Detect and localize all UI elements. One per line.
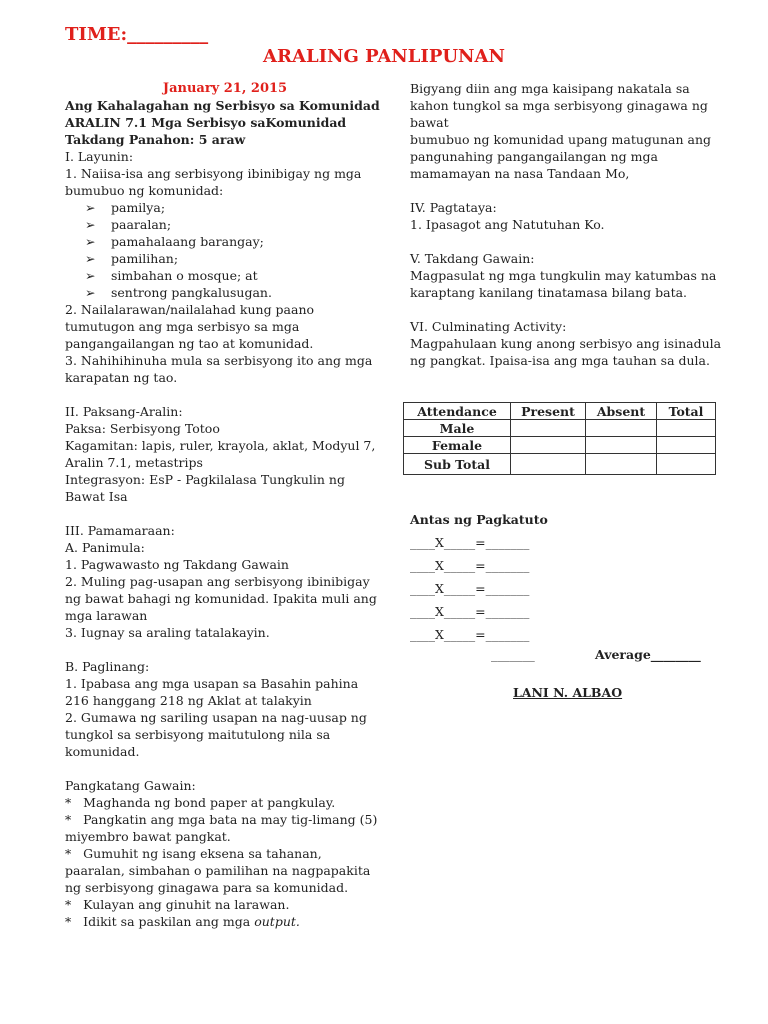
antas-line: ____X_____=_______ [410,627,530,642]
star-bullet-icon: * [65,846,72,861]
kagamitan-text: Kagamitan: lapis, ruler, krayola, aklat, Modyul 7, Aralin 7.1, metastrips [65,438,376,470]
table-cell[interactable] [586,454,657,475]
table-header: Absent [586,403,657,420]
integrasyon-text: Integrasyon: EsP - Pagkilalasa Tungkulin ng Bawat Isa [65,472,345,504]
table-cell[interactable] [586,437,657,454]
list-item: ➢ pamilihan; [85,251,179,266]
panimula-item: 2. Muling pag-usapan ang serbisyong ibinibigay ng bawat bahagi ng komunidad. Ipakita muli ang mga larawan [65,574,377,623]
emphasis-paragraph-cont: bumubuo ng komunidad upang matugunan ang pangunahing pangangailangan ng mga mamamayan na nasa Tandaan Mo, [410,132,712,181]
list-item: ➢ pamahalaang barangay; [85,234,264,249]
table-row-label: Female [404,437,511,454]
table-cell[interactable] [586,420,657,437]
star-bullet-icon: * [65,897,72,912]
community-list [65,199,385,301]
attendance-table-wrap [403,402,716,475]
time-label: TIME:_________ [65,24,209,45]
average-label: Average________ [595,647,701,662]
culminating-title: VI. Culminating Activity: [410,319,567,334]
average-blank: _______ [491,647,535,662]
pangkatang-list [65,794,385,930]
arrow-bullet-icon: ➢ [85,268,96,283]
table-row-label: Sub Total [404,454,511,475]
lesson-heading: Ang Kahalagahan ng Serbisyo sa Komunidad [65,98,380,113]
table-header: Present [511,403,586,420]
list-item: * Gumuhit ng isang eksena sa tahanan, paaralan, simbahan o pamilihan na nagpapakita ng serbisyong ginagawa para sa komunidad. [65,846,371,895]
list-item: ➢ paaralan; [85,217,172,232]
table-row [404,420,716,437]
arrow-bullet-icon: ➢ [85,234,96,249]
pagtataya-title: IV. Pagtataya: [410,200,497,215]
paksang-title: II. Paksang-Aralin: [65,404,183,419]
arrow-bullet-icon: ➢ [85,200,96,215]
table-header-row [404,403,716,420]
list-item: * Pangkatin ang mga bata na may tig-limang (5) miyembro bawat pangkat. [65,812,378,844]
lesson-number: ARALIN 7.1 Mga Serbisyo saKomunidad [65,115,347,130]
panimula-title: A. Panimula: [65,540,145,555]
culminating-text: Magpahulaan kung anong serbisyo ang isinadula ng pangkat. Ipaisa-isa ang mga tauhan sa dula. [410,336,722,368]
table-header: Attendance [404,403,511,420]
paksa-text: Paksa: Serbisyong Totoo [65,421,220,436]
output-word: output. [254,914,300,929]
star-bullet-icon: * [65,812,72,827]
table-cell[interactable] [511,420,586,437]
table-cell[interactable] [657,420,716,437]
layunin-item: 1. Naiisa-isa ang serbisyong ibinibigay ng mga bumubuo ng komunidad: [65,166,362,198]
list-item: * Kulayan ang ginuhit na larawan. [65,897,290,912]
star-bullet-icon: * [65,914,72,929]
antas-title: Antas ng Pagkatuto [410,512,548,527]
pangkatang-title: Pangkatang Gawain: [65,778,196,793]
list-item: * Maghanda ng bond paper at pangkulay. [65,795,336,810]
layunin-item: 3. Nahihihinuha mula sa serbisyong ito ang mga karapatan ng tao. [65,353,373,385]
antas-line: ____X_____=_______ [410,604,530,619]
panimula-item: 1. Pagwawasto ng Takdang Gawain [65,557,289,572]
table-cell[interactable] [511,454,586,475]
right-column [410,80,730,369]
panimula-item: 3. Iugnay sa araling tatalakayin. [65,625,270,640]
antas-section [410,508,548,646]
paglinang-title: B. Paglinang: [65,659,150,674]
table-row-label: Male [404,420,511,437]
paglinang-item: 2. Gumawa ng sariling usapan na nag-uusap ng tungkol sa serbisyong maitutulong nila sa komunidad. [65,710,367,759]
emphasis-paragraph: Bigyang diin ang mga kaisipang nakatala sa kahon tungkol sa mga serbisyong ginagawa ng bawat [410,81,708,130]
takdang-text: Magpasulat ng mga tungkulin may katumbas na karaptang kanilang tinatamasa bilang bata. [410,268,717,300]
table-cell[interactable] [657,437,716,454]
antas-line: ____X_____=_______ [410,581,530,596]
arrow-bullet-icon: ➢ [85,217,96,232]
pamamaraan-title: III. Pamamaraan: [65,523,175,538]
paglinang-item: 1. Ipabasa ang mga usapan sa Basahin pahina 216 hanggang 218 ng Aklat at talakyin [65,676,359,708]
table-row [404,437,716,454]
table-header: Total [657,403,716,420]
lesson-duration: Takdang Panahon: 5 araw [65,132,246,147]
teacher-signature: LANI N. ALBAO [513,685,623,700]
arrow-bullet-icon: ➢ [85,285,96,300]
layunin-item: 2. Nailalarawan/nailalahad kung paano tumutugon ang mga serbisyo sa mga pangangailangan ng tao at komunidad. [65,302,315,351]
left-column [65,80,385,930]
star-bullet-icon: * [65,795,72,810]
table-cell[interactable] [657,454,716,475]
table-cell[interactable] [511,437,586,454]
list-item: ➢ pamilya; [85,200,166,215]
pagtataya-item: 1. Ipasagot ang Natutuhan Ko. [410,217,605,232]
antas-line: ____X_____=_______ [410,535,530,550]
list-item: ➢ sentrong pangkalusugan. [85,285,272,300]
takdang-title: V. Takdang Gawain: [410,251,535,266]
arrow-bullet-icon: ➢ [85,251,96,266]
list-item: ➢ simbahan o mosque; at [85,268,258,283]
attendance-table [403,402,716,475]
lesson-date: January 21, 2015 [162,81,288,96]
antas-line: ____X_____=_______ [410,558,530,573]
table-row [404,454,716,475]
list-item: * Idikit sa paskilan ang mga output. [65,914,300,929]
layunin-title: I. Layunin: [65,149,134,164]
page-title: ARALING PANLIPUNAN [263,46,505,67]
